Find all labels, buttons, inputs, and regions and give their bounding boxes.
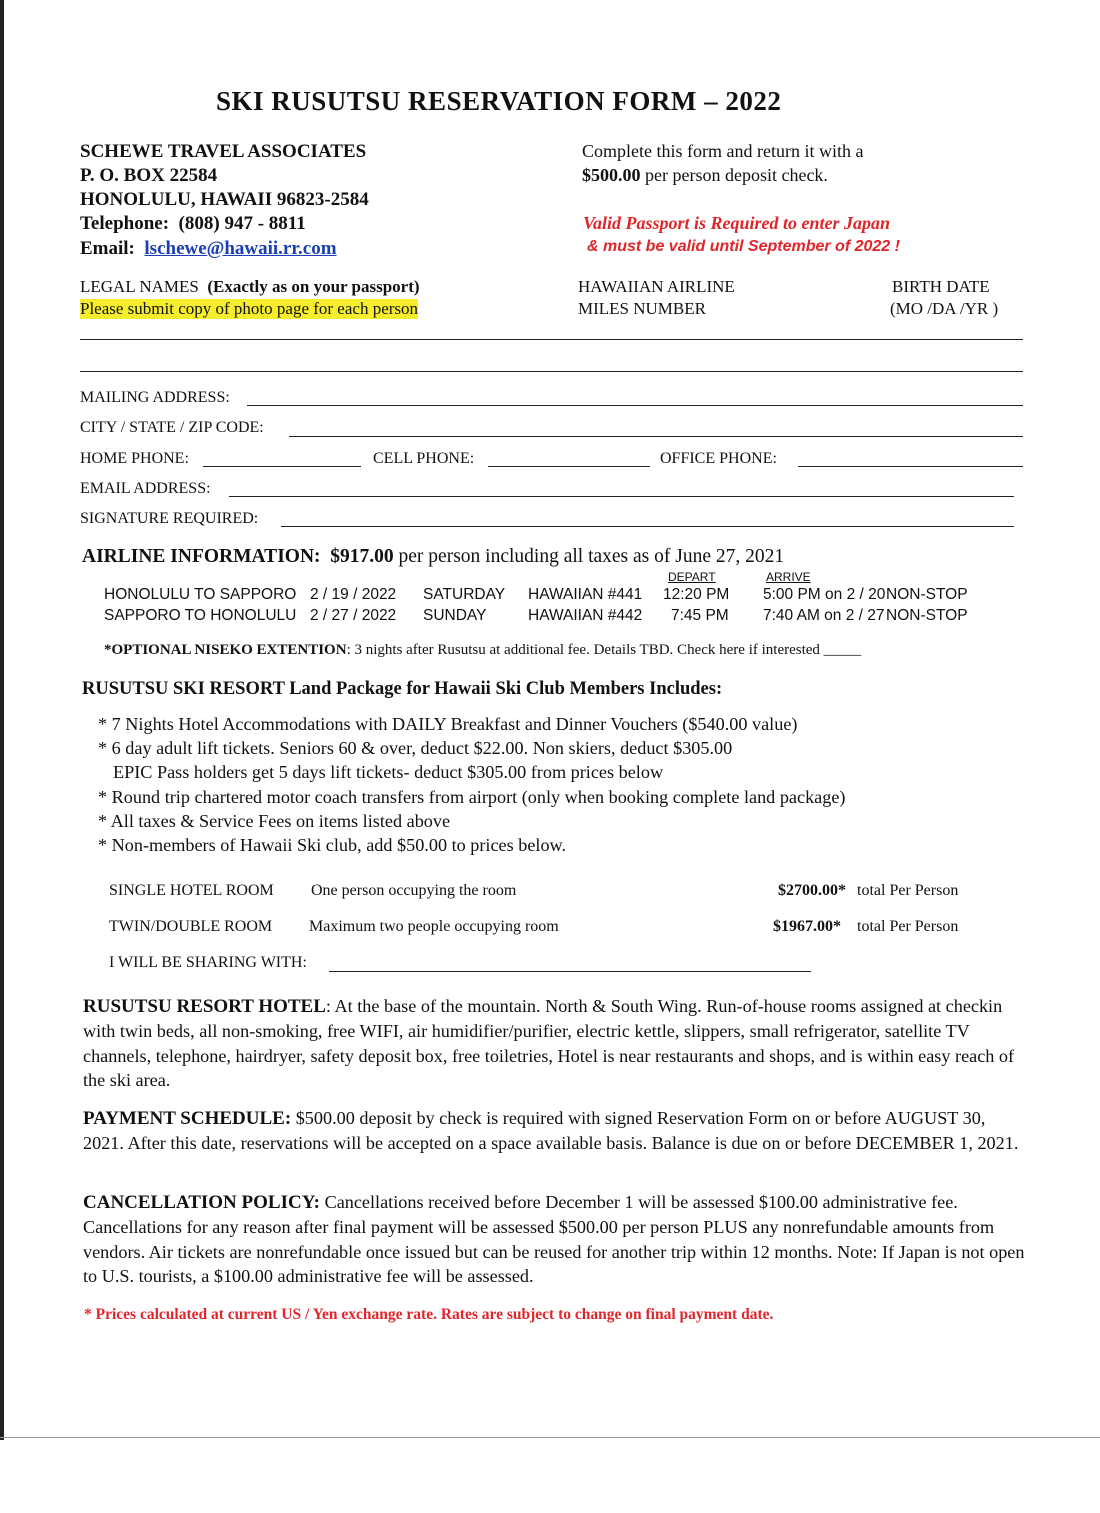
depart-header: DEPART	[668, 570, 716, 584]
room-unit: total Per Person	[857, 918, 959, 935]
airline-miles-label-1: HAWAIIAN AIRLINE	[578, 277, 735, 296]
mailing-address-field[interactable]	[247, 405, 1023, 406]
email-link[interactable]: lschewe@hawaii.rr.com	[144, 238, 337, 259]
cancellation-heading: CANCELLATION POLICY:	[83, 1192, 321, 1213]
agency-city: HONOLULU, HAWAII 96823-2584	[80, 189, 369, 210]
page-title: SKI RUSUTSU RESERVATION FORM – 2022	[216, 86, 782, 116]
airfare-price: $917.00	[330, 546, 394, 567]
hotel-text: : At the base of the mountain. North & South Wing. Run-of-house rooms assigned at checkin with twin beds, all non-smoking, free WIFI, air humidifier/purifier, electric kettle, slippers, small refrigerator, satellite TV channels, telephone, hairdryer, safety deposit box, free toiletries, Hotel is near restaurants and shops, and is within easy reach of the ski area.	[83, 996, 1015, 1090]
passport-notice-2: & must be valid until September of 2022 !	[587, 238, 900, 255]
package-item: * 6 day adult lift tickets. Seniors 60 & over, deduct $22.00. Non skiers, deduct $305.00	[98, 738, 733, 758]
birth-date-label-2: (MO /DA /YR )	[890, 299, 999, 318]
airline-miles-label-2: MILES NUMBER	[578, 299, 706, 318]
package-item: * All taxes & Service Fees on items listed above	[98, 811, 451, 831]
flight-date: 2 / 27 / 2022	[310, 607, 397, 624]
legal-names-header	[80, 277, 420, 297]
flight-day: SUNDAY	[423, 607, 487, 624]
legal-names-label: LEGAL NAMES	[80, 277, 199, 296]
flight-day: SATURDAY	[423, 586, 506, 603]
traveler-line-1[interactable]	[80, 339, 1023, 340]
airline-info-header	[82, 546, 784, 568]
package-heading: RUSUTSU SKI RESORT Land Package for Hawaii Ski Club Members Includes:	[82, 679, 723, 699]
legal-names-note: (Exactly as on your passport)	[207, 277, 420, 296]
room-desc: One person occupying the room	[311, 882, 517, 899]
home-phone-label: HOME PHONE:	[80, 450, 189, 467]
arrive-header: ARRIVE	[766, 570, 811, 584]
city-state-zip-field[interactable]	[289, 436, 1023, 437]
niseko-text: : 3 nights after Rusutsu at additional fee. Details TBD. Check here if interested _____	[346, 642, 862, 658]
mailing-address-label: MAILING ADDRESS:	[80, 389, 230, 406]
flight-depart: 12:20 PM	[663, 586, 730, 603]
room-desc: Maximum two people occupying room	[309, 918, 559, 935]
cancellation-paragraph	[83, 1190, 1028, 1288]
agency-email	[80, 238, 337, 260]
payment-text: $500.00 deposit by check is required with signed Reservation Form on or before AUGUST 30, 2021. After this date, reservations will be accepted on a space available basis. Balance is due on or before DECEMBER 1, 2021.	[83, 1108, 1019, 1154]
scan-edge-left	[0, 0, 4, 1440]
exchange-rate-footnote: * Prices calculated at current US / Yen exchange rate. Rates are subject to change on final payment date.	[84, 1306, 774, 1323]
photo-page-note: Please submit copy of photo page for each person	[80, 299, 419, 318]
telephone-value: (808) 947 - 8811	[178, 213, 306, 234]
traveler-line-2[interactable]	[80, 371, 1023, 372]
email-address-field[interactable]	[229, 496, 1014, 497]
room-unit: total Per Person	[857, 882, 959, 899]
flight-arrive: 5:00 PM on 2 / 20	[763, 586, 886, 603]
agency-po-box: P. O. BOX 22584	[80, 165, 218, 186]
cell-phone-field[interactable]	[488, 466, 650, 467]
flight-arrive: 7:40 AM on 2 / 27	[763, 607, 885, 624]
room-type: TWIN/DOUBLE ROOM	[109, 918, 273, 935]
sharing-field[interactable]	[329, 971, 811, 972]
payment-heading: PAYMENT SCHEDULE:	[83, 1108, 292, 1129]
email-address-label: EMAIL ADDRESS:	[80, 480, 211, 497]
room-price: $2700.00*	[778, 882, 846, 899]
deposit-text: per person deposit check.	[645, 165, 828, 185]
niseko-extension	[104, 642, 861, 659]
hotel-paragraph	[83, 994, 1028, 1092]
flight-date: 2 / 19 / 2022	[310, 586, 397, 603]
instructions-line2	[582, 165, 828, 186]
birth-date-label-1: BIRTH DATE	[892, 277, 990, 296]
signature-field[interactable]	[281, 526, 1014, 527]
payment-paragraph	[83, 1106, 1028, 1156]
flight-route: SAPPORO TO HONOLULU	[104, 607, 297, 624]
room-price: $1967.00*	[773, 918, 841, 935]
cancellation-text: Cancellations received before December 1 will be assessed $100.00 administrative fee. Cancellations for any reason after final payment will be assessed $500.00 per person PLUS any nonrefundable amounts from vendors. Air tickets are nonrefundable once issued but can be reused for another trip within 12 months. Note: If Japan is not open to U.S. tourists, a $100.00 administrative fee will be assessed.	[83, 1192, 1025, 1286]
package-item: * Non-members of Hawaii Ski club, add $50.00 to prices below.	[98, 835, 567, 855]
agency-name: SCHEWE TRAVEL ASSOCIATES	[80, 141, 367, 162]
signature-label: SIGNATURE REQUIRED:	[80, 510, 259, 527]
package-item: EPIC Pass holders get 5 days lift tickets- deduct $305.00 from prices below	[113, 762, 664, 782]
passport-notice-1: Valid Passport is Required to enter Japan	[583, 213, 891, 233]
agency-telephone	[80, 213, 306, 235]
room-type: SINGLE HOTEL ROOM	[109, 882, 274, 899]
office-phone-field[interactable]	[798, 466, 1023, 467]
package-item: * 7 Nights Hotel Accommodations with DAILY Breakfast and Dinner Vouchers ($540.00 value)	[98, 714, 798, 734]
email-label: Email:	[80, 238, 135, 259]
cell-phone-label: CELL PHONE:	[373, 450, 475, 467]
scan-edge-bottom	[0, 1437, 1100, 1438]
instructions-line1: Complete this form and return it with a	[582, 141, 864, 161]
flight-number: HAWAIIAN #442	[528, 607, 643, 624]
airline-info-heading: AIRLINE INFORMATION:	[82, 546, 321, 567]
flight-type: NON-STOP	[886, 607, 968, 624]
sharing-label: I WILL BE SHARING WITH:	[109, 954, 307, 971]
flight-depart: 7:45 PM	[671, 607, 729, 624]
deposit-amount: $500.00	[582, 165, 641, 185]
flight-type: NON-STOP	[886, 586, 968, 603]
package-item: * Round trip chartered motor coach transfers from airport (only when booking complete land package)	[98, 787, 846, 807]
flight-number: HAWAIIAN #441	[528, 586, 643, 603]
office-phone-label: OFFICE PHONE:	[660, 450, 777, 467]
airfare-note: per person including all taxes as of June 27, 2021	[398, 546, 785, 567]
hotel-heading: RUSUTSU RESORT HOTEL	[83, 996, 326, 1017]
niseko-label: *OPTIONAL NISEKO EXTENTION	[104, 642, 347, 658]
city-state-zip-label: CITY / STATE / ZIP CODE:	[80, 419, 264, 436]
telephone-label: Telephone:	[80, 213, 170, 234]
flight-route: HONOLULU TO SAPPORO	[104, 586, 297, 603]
home-phone-field[interactable]	[203, 466, 361, 467]
